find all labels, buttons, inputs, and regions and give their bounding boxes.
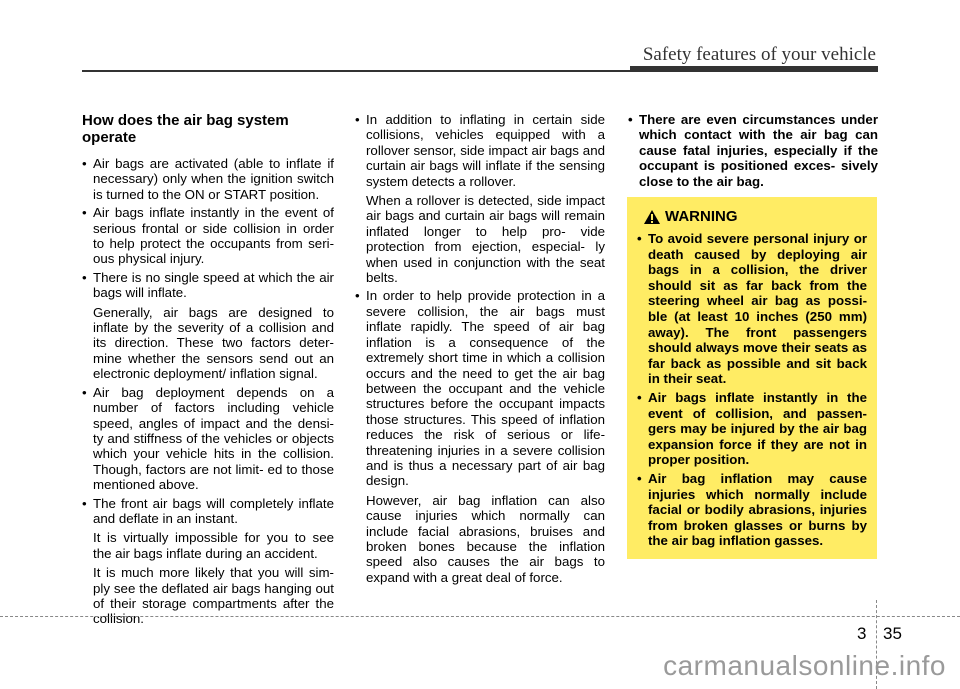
bullet-text: Air bag deployment depends on a number of factors including vehicle speed, angles of impact and the densi- ty and stiffness of the vehicles or objects which your vehicle hits in the collision. Though, factors are not limit- ed to those mentioned above. <box>93 384 334 493</box>
bullet-item <box>82 385 334 493</box>
bullet-item <box>355 112 605 285</box>
bullet-item <box>82 205 334 267</box>
bullet-subparagraph: It is much more likely that you will sim- ply see the deflated air bags hanging out of their storage compartments after the collision. <box>93 565 334 627</box>
page-number: 35 <box>883 624 902 643</box>
bullet-subparagraph: Generally, air bags are designed to inflate by the severity of a collision and its direction. These two factors deter- mine whether the sensors send out an electronic deployment/ inflation signal. <box>93 304 334 382</box>
bullet-text: In order to help provide protection in a severe collision, the air bags must inflate rapidly. The speed of air bag inflation is a consequence of the extremely short time in which a collision occurs and the need to get the air bag between the occupant and the vehicle structures before the occupant impacts those structures. This speed of inflation reduces the risk of serious or life- threatening injuries in a severe collision and is thus a necessary part of air bag design. <box>366 288 605 489</box>
bullet-item <box>82 270 334 382</box>
warning-list <box>637 231 867 549</box>
bullet-text: The front air bags will completely inflate and deflate in an instant. <box>93 495 334 526</box>
warning-triangle-icon <box>643 209 661 225</box>
column-2 <box>355 112 605 588</box>
bullet-subparagraph: When a rollover is detected, side impact air bags and curtain air bags will remain inflated longer to help pro- vide protection from ejection, especial- ly when used in conjunction with the seat belts. <box>366 193 605 286</box>
section-title: Safety features of your vehicle <box>642 44 876 65</box>
column-1-list <box>82 156 334 627</box>
warning-label: WARNING <box>665 208 738 226</box>
warning-item: • To avoid severe personal injury or death caused by deploying air bags in a collision, the driver should sit as far back from the steering wheel air bag as possi- ble (at least 10 inches (250 mm) away). The front passengers should always move their seats as far back as possible and sit back in their seat. <box>637 231 867 387</box>
header-bar <box>630 66 878 72</box>
bullet-item <box>628 112 878 189</box>
footer-divider <box>0 616 960 617</box>
bullet-item <box>355 288 605 585</box>
warning-box <box>627 197 877 559</box>
chapter-number: 3 <box>857 624 867 643</box>
bullet-item <box>82 496 334 627</box>
column-3-list <box>628 112 878 189</box>
bullet-text: Air bags are activated (able to inflate if necessary) only when the ignition switch is turned to the ON or START position. <box>93 156 334 202</box>
column-2-list <box>355 112 605 585</box>
bullet-text: In addition to inflating in certain side collisions, vehicles equipped with a rollover sensor, side impact air bags and curtain air bags will inflate if the sensing system detects a rollover. <box>366 112 605 189</box>
warning-item: • Air bags inflate instantly in the event of collision, and passen- gers may be injured by the air bag expansion force if they are not in proper position. <box>637 390 867 468</box>
bullet-item <box>82 156 334 202</box>
watermark: carmanualsonline.info <box>663 650 946 681</box>
bullet-subparagraph: It is virtually impossible for you to see the air bags inflate during an accident. <box>93 530 334 561</box>
bullet-subparagraph: However, air bag inflation can also cause injuries which normally can include facial abrasions, bruises and broken bones because the inflation speed also causes the air bags to expand with a great deal of force. <box>366 492 605 585</box>
bullet-text: Air bags inflate instantly in the event of serious frontal or side collision in order to help protect the occupants from seri- ous physical injury. <box>93 205 334 267</box>
warning-item: • Air bag inflation may cause injuries which normally include facial or bodily abrasions, injuries from broken glasses or burns by the air bag inflation gasses. <box>637 471 867 549</box>
section-heading: How does the air bag system operate <box>82 112 289 146</box>
bullet-text: There are even circumstances under which contact with the air bag can cause fatal injuries, especially if the occupant is positioned exces- sively close to the air bag. <box>639 112 878 189</box>
column-1 <box>82 112 334 630</box>
column-3 <box>628 112 878 192</box>
bullet-text: There is no single speed at which the air bags will inflate. <box>93 269 334 301</box>
warning-title <box>643 209 867 225</box>
